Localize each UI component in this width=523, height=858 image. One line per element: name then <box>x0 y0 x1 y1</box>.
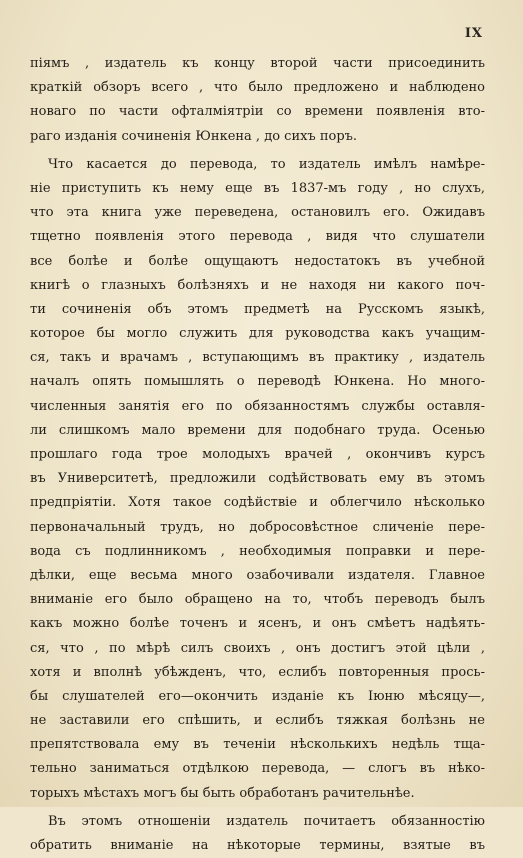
text-line: не заставили его спѣшить, и еслибъ тяжкая болѣзнь не <box>30 713 485 729</box>
page-number: IX <box>464 26 483 41</box>
text-line: бы слушателей его—окончить изданіе къ Іюню мѣсяцу—, <box>30 688 485 704</box>
text-line: ся, такъ и врачамъ , вступающимъ въ практику , издатель <box>30 350 485 366</box>
text-line: началъ опять помышлять о переводѣ Юнкена. Но много- <box>30 374 485 390</box>
text-line: все болѣе и болѣе ощущаютъ недостатокъ въ учебной <box>30 253 485 269</box>
text-line: предпріятіи. Хотя такое содѣйствіе и облегчило нѣсколько <box>30 495 485 511</box>
text-line: ли слишкомъ мало времени для подобнаго труда. Осенью <box>30 422 485 438</box>
text-line: вода съ подлинникомъ , необходимыя поправки и пере- <box>30 543 485 559</box>
text-line: которое бы могло служить для руководства какъ учащим- <box>30 326 485 342</box>
text-line: раго изданія сочиненія Юнкена , до сихъ поръ. <box>30 128 358 144</box>
text-line: торыхъ мѣстахъ могъ бы быть обработанъ рачительнѣе. <box>30 785 415 801</box>
text-line: численныя занятія его по обязанностямъ службы оставля- <box>30 398 485 414</box>
text-line: какъ можно болѣе точенъ и ясенъ, и онъ смѣетъ надѣять- <box>30 616 485 632</box>
text-line: Что касается до перевода, то издатель имѣлъ намѣре- <box>48 156 485 172</box>
text-line: тщетно появленія этого перевода , видя что слушатели <box>30 229 485 245</box>
text-line: ніе приступить къ нему еще въ 1837-мъ году , но слухъ, <box>30 180 485 196</box>
text-line: дѣлки, еще весьма много озабочивали издателя. Главное <box>30 567 485 583</box>
text-line: краткій обзоръ всего , что было предложено и наблюдено <box>30 80 485 96</box>
text-line: въ Университетѣ, предложили содѣйствовать ему въ этомъ <box>30 471 485 487</box>
text-line: новаго по части офталміятріи со времени появленія вто- <box>30 104 485 120</box>
text-line: книгѣ о глазныхъ болѣзняхъ и не находя ни какого поч- <box>30 277 485 293</box>
text-line: что эта книга уже переведена, остановилъ его. Ожидавъ <box>30 205 485 221</box>
text-line: препятствовала ему въ теченіи нѣсколькихъ недѣль тща- <box>30 737 485 753</box>
text-line: тельно заниматься отдѣлкою перевода, — слогъ въ нѣко- <box>30 761 485 777</box>
text-line: обратить вниманіе на нѣкоторые термины, взятые въ <box>30 838 485 853</box>
text-line: Въ этомъ отношеніи издатель почитаетъ обязанностію <box>48 813 485 829</box>
text-line: прошлаго года трое молодыхъ врачей , окончивъ курсъ <box>30 447 485 462</box>
text-line: вниманіе его было обращено на то, чтобъ переводъ былъ <box>30 592 485 608</box>
text-line: хотя и вполнѣ убѣжденъ, что, еслибъ повторенныя прось- <box>30 664 485 680</box>
text-line: первоначальный трудъ, но добросовѣстное сличеніе пере- <box>30 519 485 535</box>
text-line: ти сочиненія объ этомъ предметѣ на Русскомъ языкѣ, <box>30 301 485 317</box>
text-line: піямъ , издатель къ концу второй части присоединить <box>30 56 485 71</box>
body-text <box>30 52 485 858</box>
text-line: ся, что , по мѣрѣ силъ своихъ , онъ достигъ этой цѣли , <box>30 640 485 656</box>
